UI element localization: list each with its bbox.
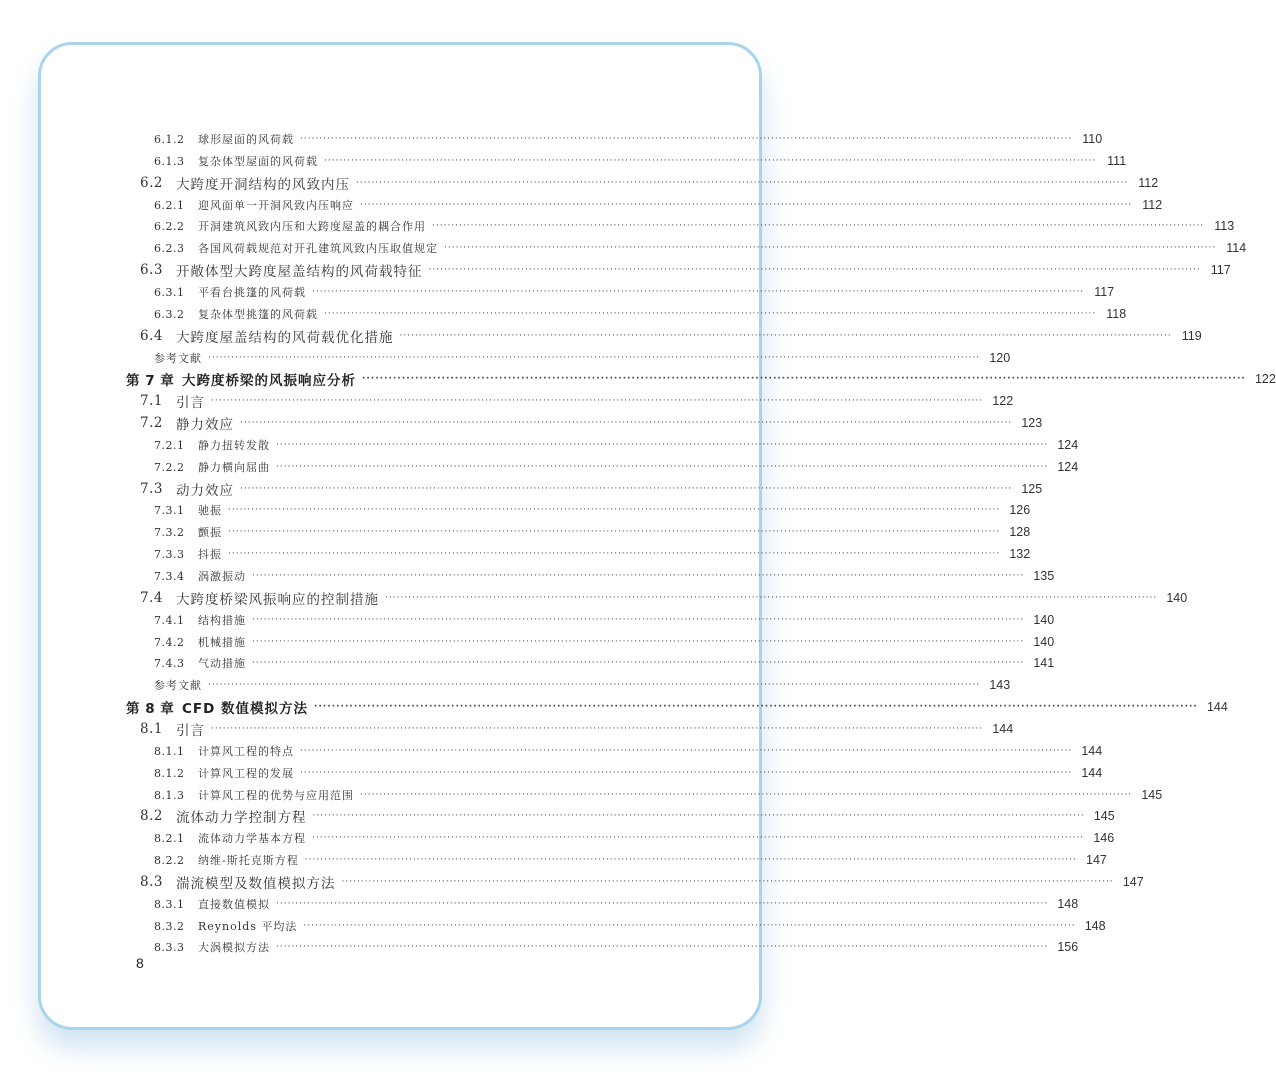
toc-entry (154, 500, 1031, 520)
toc-entry-page: 148 (1057, 897, 1079, 911)
toc-leader-dots: ········································································································································································································ (362, 373, 1246, 384)
toc-leader-dots: ········································································································································································································ (324, 155, 1097, 166)
toc-entry-title: 复杂体型屋面的风荷载 (198, 155, 318, 168)
toc-entry-number: 7.2.1 (154, 438, 185, 452)
toc-leader-dots: ········································································································································································································ (208, 679, 981, 690)
toc-leader-dots: ········································································································································································································ (276, 439, 1049, 450)
toc-entry-title: CFD 数值模拟方法 (182, 701, 309, 717)
toc-entry-number: 8.3.2 (154, 919, 185, 933)
toc-entry (154, 610, 1055, 630)
toc-entry-page: 141 (1033, 656, 1055, 670)
toc-entry (154, 828, 1115, 848)
toc-leader-dots: ········································································································································································································ (385, 592, 1158, 603)
toc-entry-title: 大跨度开洞结构的风致内压 (176, 177, 350, 193)
toc-leader-dots: ········································································································································································································ (312, 286, 1085, 297)
toc-entry-page: 135 (1033, 569, 1055, 583)
toc-leader-dots: ········································································································································································································ (314, 701, 1198, 712)
toc-leader-dots: ········································································································································································································ (252, 636, 1025, 647)
toc-entry-number: 7.4.2 (154, 635, 185, 649)
toc-entry-number: 6.1.2 (154, 132, 185, 146)
toc-entry (140, 479, 1043, 499)
toc-entry (154, 894, 1079, 914)
toc-entry (154, 916, 1106, 936)
toc-entry-title: 大跨度桥梁风振响应的控制措施 (176, 592, 379, 608)
toc-entry (140, 391, 1014, 411)
toc-leader-dots: ········································································································································································································ (324, 308, 1097, 319)
toc-leader-dots: ········································································································································································································ (211, 723, 984, 734)
toc-entry-title: 引言 (176, 395, 205, 411)
toc-leader-dots: ········································································································································································································ (228, 504, 1001, 515)
toc-entry-number: 7.2.2 (154, 460, 185, 474)
toc-entry (154, 741, 1103, 761)
toc-leader-dots: ········································································································································································································ (240, 483, 1013, 494)
toc-entry-number: 6.3 (140, 262, 163, 278)
toc-leader-dots: ········································································································································································································ (211, 395, 984, 406)
toc-entry-page: 113 (1214, 219, 1235, 233)
toc-entry (154, 632, 1055, 652)
toc-entry-title: 抖振 (198, 548, 222, 561)
toc-entry-title: 流体动力学控制方程 (176, 810, 307, 826)
toc-entry (140, 173, 1159, 193)
toc-entry (140, 326, 1202, 346)
toc-leader-dots: ········································································································································································································ (276, 941, 1049, 952)
toc-entry-page: 112 (1138, 176, 1159, 190)
toc-entry-title: 开敞体型大跨度屋盖结构的风荷载特征 (176, 264, 423, 280)
toc-entry-page: 117 (1210, 263, 1231, 277)
toc-entry (154, 850, 1107, 870)
toc-entry-page: 156 (1057, 940, 1079, 954)
toc-entry-title: 机械措施 (198, 636, 246, 649)
toc-leader-dots: ········································································································································································································ (228, 548, 1001, 559)
toc-entry-number: 7.3.1 (154, 503, 185, 517)
toc-entry-title: 参考文献 (154, 352, 202, 365)
toc-entry (154, 457, 1079, 477)
toc-leader-dots: ········································································································································································································ (432, 220, 1205, 231)
toc-entry-title: 结构措施 (198, 614, 246, 627)
toc-entry-title: 纳维-斯托克斯方程 (198, 854, 299, 867)
toc-entry-number: 6.3.2 (154, 307, 185, 321)
toc-entry-page: 125 (1021, 482, 1043, 496)
toc-entry (154, 566, 1055, 586)
toc-entry-number: 8.1.2 (154, 766, 185, 780)
toc-entry-number: 8.3.3 (154, 940, 185, 954)
toc-entry-title: Reynolds 平均法 (198, 920, 298, 933)
toc-entry-title: 各国风荷载规范对开孔建筑风致内压取值规定 (198, 242, 438, 255)
toc-leader-dots: ········································································································································································································ (360, 199, 1133, 210)
toc-entry-number: 7.1 (140, 393, 163, 409)
toc-entry-title: 湍流模型及数值模拟方法 (176, 876, 336, 892)
toc-entry-title: 静力效应 (176, 417, 234, 433)
toc-entry-number: 6.2.1 (154, 198, 185, 212)
toc-entry-page: 122 (992, 394, 1014, 408)
toc-leader-dots: ········································································································································································································ (341, 876, 1114, 887)
toc-entry (154, 216, 1235, 236)
toc-entry-page: 117 (1094, 285, 1115, 299)
toc-entry-page: 118 (1106, 307, 1127, 321)
toc-entry-number: 7.4.3 (154, 656, 185, 670)
toc-entry-page: 110 (1082, 132, 1103, 146)
toc-entry-page: 123 (1021, 416, 1043, 430)
toc-leader-dots: ········································································································································································································ (228, 526, 1001, 537)
toc-entry-title: 气动措施 (198, 657, 246, 670)
toc-entry-page: 144 (1206, 700, 1228, 714)
toc-entry-number: 8.3 (140, 874, 163, 890)
toc-entry-page: 132 (1009, 547, 1031, 561)
toc-entry-number: 8.2.1 (154, 831, 185, 845)
toc-entry-title: 平看台挑篷的风荷载 (198, 286, 306, 299)
toc-entry-title: 参考文献 (154, 679, 202, 692)
toc-leader-dots: ········································································································································································································ (252, 570, 1025, 581)
toc-leader-dots: ········································································································································································································ (276, 461, 1049, 472)
toc-entry (154, 653, 1055, 673)
toc-entry-title: 计算风工程的优势与应用范围 (198, 789, 354, 802)
toc-entry-title: 静力横向屈曲 (198, 461, 270, 474)
toc-entry-page: 147 (1086, 853, 1107, 867)
toc-entry-page: 143 (989, 678, 1011, 692)
toc-leader-dots: ········································································································································································································ (444, 242, 1217, 253)
toc-entry-page: 146 (1093, 831, 1115, 845)
toc-entry-page: 140 (1033, 613, 1055, 627)
toc-entry-number: 6.4 (140, 328, 163, 344)
toc-entry-title: 颤振 (198, 526, 222, 539)
toc-entry-number: 7.3.4 (154, 569, 185, 583)
toc-entry-page: 120 (989, 351, 1011, 365)
toc-entry-number: 7.3.2 (154, 525, 185, 539)
toc-leader-dots: ········································································································································································································ (360, 789, 1133, 800)
toc-entry-page: 112 (1142, 198, 1163, 212)
toc-entry-number: 第 8 章 (126, 701, 175, 717)
toc-entry-page: 144 (1081, 744, 1103, 758)
toc-entry-number: 第 7 章 (126, 373, 175, 389)
toc-entry-page: 140 (1033, 635, 1055, 649)
toc-entry-number: 6.3.1 (154, 285, 185, 299)
toc-leader-dots: ········································································································································································································ (399, 330, 1172, 341)
toc-entry-number: 8.2 (140, 808, 163, 824)
toc-entry-number: 8.1.3 (154, 788, 185, 802)
toc-entry-number: 7.2 (140, 415, 163, 431)
toc-leader-dots: ········································································································································································································ (252, 657, 1025, 668)
toc-leader-dots: ········································································································································································································ (276, 898, 1049, 909)
toc-entry (126, 369, 1276, 389)
toc-entry-number: 8.3.1 (154, 897, 185, 911)
toc-entry (140, 719, 1014, 739)
toc-leader-dots: ········································································································································································································ (312, 810, 1085, 821)
toc-entry-page: 119 (1181, 329, 1202, 343)
toc-entry-number: 6.2.2 (154, 219, 185, 233)
toc-entry (154, 282, 1115, 302)
toc-entry-number: 7.3 (140, 481, 163, 497)
toc-entry-page: 122 (1254, 372, 1276, 386)
page-number: 8 (136, 955, 144, 971)
toc-entry-title: 动力效应 (176, 483, 234, 499)
toc-entry (154, 304, 1127, 324)
toc-entry-number: 7.4 (140, 590, 163, 606)
toc-entry-title: 计算风工程的发展 (198, 767, 294, 780)
toc-entry-title: 球形屋面的风荷载 (198, 133, 294, 146)
toc-entry-page: 145 (1141, 788, 1163, 802)
toc-entry (154, 151, 1127, 171)
toc-leader-dots: ········································································································································································································ (303, 920, 1076, 931)
toc-leader-dots: ········································································································································································································ (300, 767, 1073, 778)
toc-entry-title: 迎风面单一开洞风致内压响应 (198, 199, 354, 212)
toc-entry-title: 引言 (176, 723, 205, 739)
toc-leader-dots: ········································································································································································································ (312, 832, 1085, 843)
toc-entry-page: 147 (1122, 875, 1144, 889)
toc-entry-page: 144 (1081, 766, 1103, 780)
toc-entry-page: 124 (1057, 438, 1079, 452)
toc-entry-number: 8.1.1 (154, 744, 185, 758)
toc-leader-dots: ········································································································································································································ (356, 177, 1129, 188)
toc-entry-title: 流体动力学基本方程 (198, 832, 306, 845)
toc-leader-dots: ········································································································································································································ (240, 417, 1013, 428)
toc-entry (154, 785, 1163, 805)
toc-entry-page: 126 (1009, 503, 1031, 517)
toc-entry-title: 驰振 (198, 504, 222, 517)
toc-entry (154, 763, 1103, 783)
toc-entry-number: 7.3.3 (154, 547, 185, 561)
toc-entry-title: 大跨度屋盖结构的风荷载优化措施 (176, 330, 394, 346)
toc-entry-page: 114 (1226, 241, 1247, 255)
toc-entry-title: 直接数值模拟 (198, 898, 270, 911)
toc-entry-number: 6.1.3 (154, 154, 185, 168)
toc-entry-title: 开洞建筑风致内压和大跨度屋盖的耦合作用 (198, 220, 426, 233)
toc-entry-page: 144 (992, 722, 1014, 736)
toc-entry (154, 129, 1103, 149)
toc-entry (154, 937, 1079, 957)
toc-entry (126, 697, 1228, 717)
toc-entry (154, 238, 1247, 258)
toc-entry (140, 260, 1231, 280)
toc-entry-page: 111 (1107, 154, 1127, 168)
toc-entry (140, 806, 1115, 826)
toc-leader-dots: ········································································································································································································ (300, 133, 1073, 144)
toc-entry-page: 128 (1009, 525, 1031, 539)
toc-leader-dots: ········································································································································································································ (428, 264, 1201, 275)
toc-entry-page: 124 (1057, 460, 1079, 474)
toc-entry (154, 522, 1031, 542)
toc-entry (140, 413, 1043, 433)
toc-entry-number: 8.1 (140, 721, 163, 737)
toc-entry-title: 大涡模拟方法 (198, 941, 270, 954)
toc-entry (154, 675, 1011, 695)
toc-leader-dots: ········································································································································································································ (208, 352, 981, 363)
toc-entry-page: 148 (1084, 919, 1106, 933)
toc-entry-title: 涡激振动 (198, 570, 246, 583)
toc-entry (154, 195, 1163, 215)
toc-entry-title: 计算风工程的特点 (198, 745, 294, 758)
toc-entry-page: 140 (1166, 591, 1188, 605)
toc-entry (154, 348, 1011, 368)
toc-entry-page: 145 (1093, 809, 1115, 823)
toc-entry-title: 大跨度桥梁的风振响应分析 (182, 373, 356, 389)
toc-entry-title: 静力扭转发散 (198, 439, 270, 452)
toc-leader-dots: ········································································································································································································ (300, 745, 1073, 756)
toc-entry-number: 6.2 (140, 175, 163, 191)
toc-leader-dots: ········································································································································································································ (252, 614, 1025, 625)
toc-entry-number: 8.2.2 (154, 853, 185, 867)
toc-entry (140, 872, 1144, 892)
toc-entry-number: 6.2.3 (154, 241, 185, 255)
toc-entry (154, 435, 1079, 455)
toc-entry-number: 7.4.1 (154, 613, 185, 627)
toc-leader-dots: ········································································································································································································ (304, 854, 1077, 865)
toc-entry (140, 588, 1188, 608)
toc-entry (154, 544, 1031, 564)
toc-entry-title: 复杂体型挑篷的风荷载 (198, 308, 318, 321)
